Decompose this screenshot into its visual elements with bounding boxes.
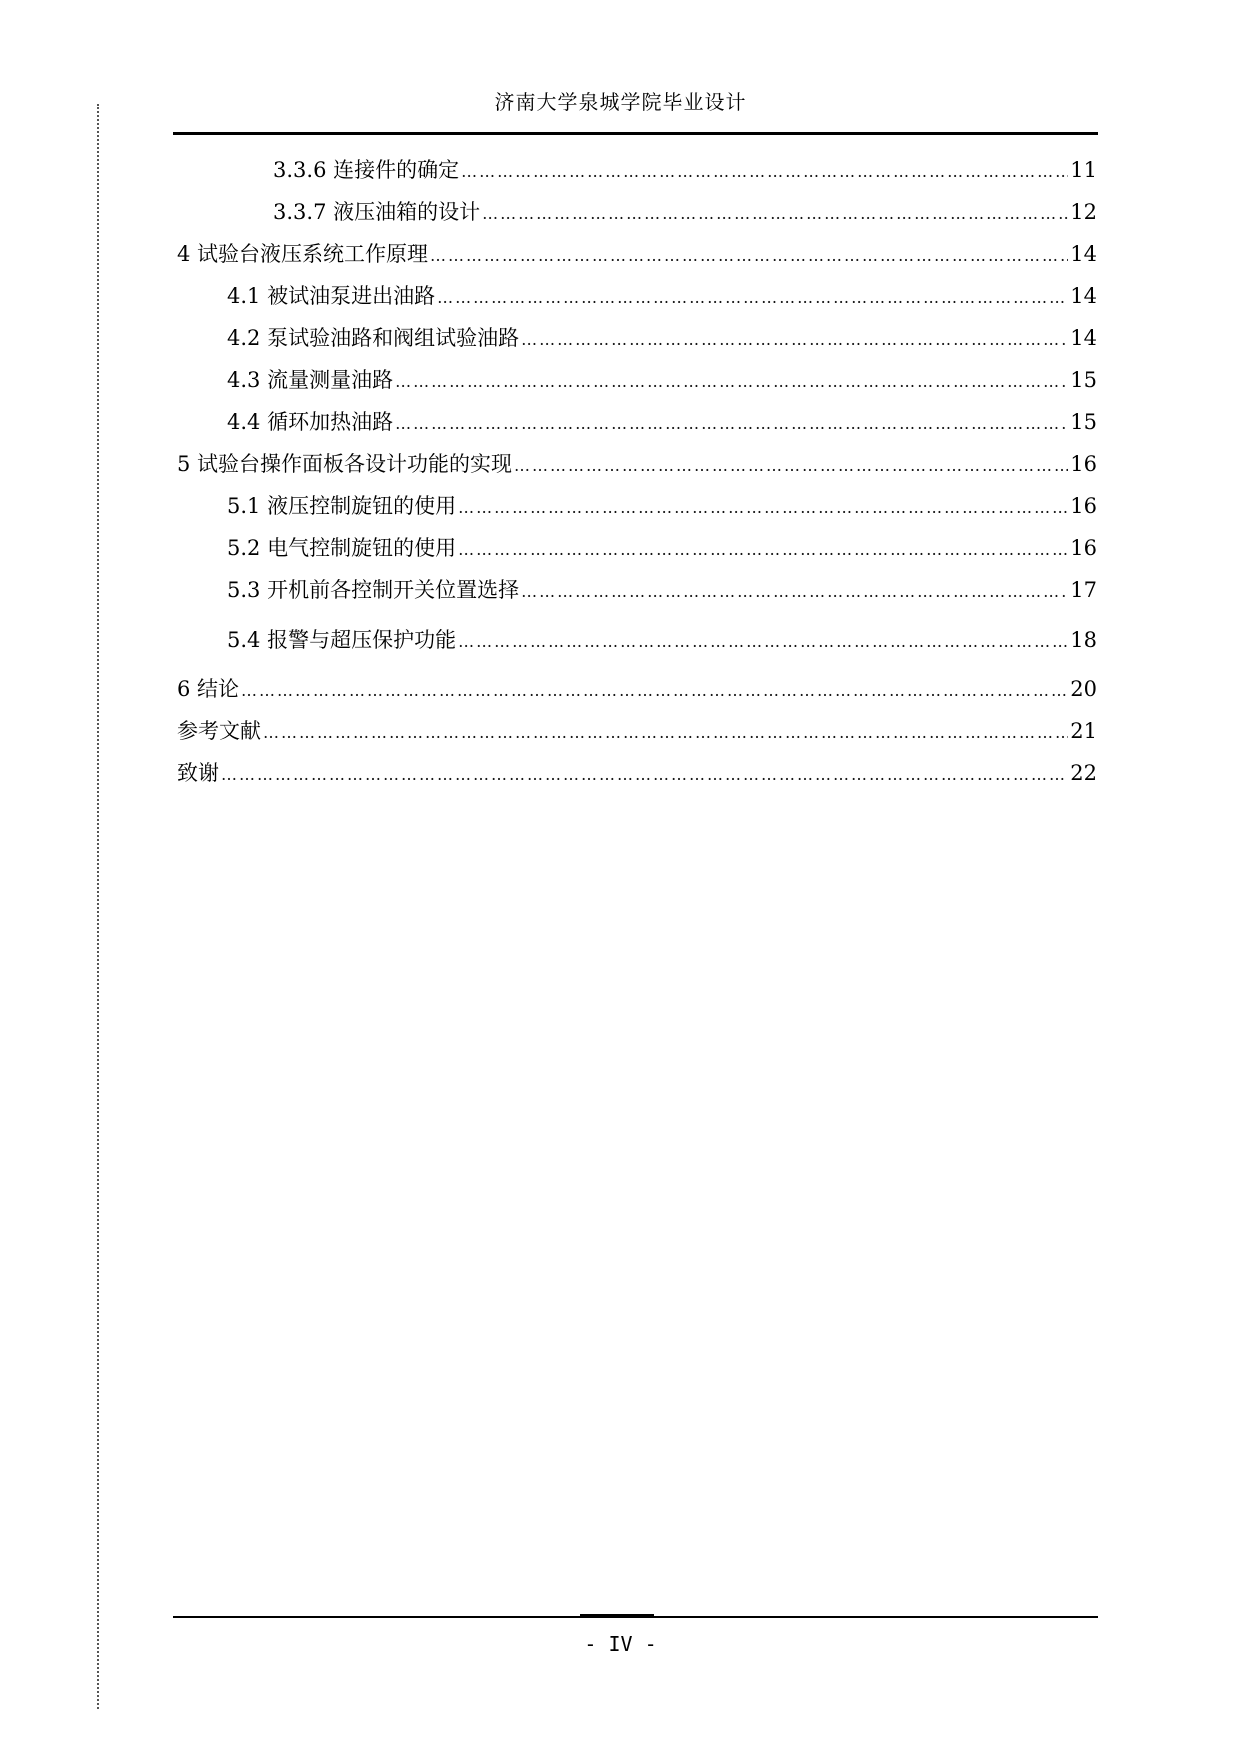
footer-rule xyxy=(173,1616,1098,1618)
page-number: - IV - xyxy=(584,1632,657,1656)
toc-entry xyxy=(177,757,1097,789)
toc-dot-leader xyxy=(514,450,1068,482)
toc-dot-leader xyxy=(458,492,1068,524)
toc-entry xyxy=(227,490,1097,522)
toc-entry xyxy=(273,196,1097,228)
binding-margin-line xyxy=(97,104,99,1709)
toc-dot-leader xyxy=(482,198,1068,230)
toc-dot-leader xyxy=(221,759,1068,791)
toc-entry-page: 15 xyxy=(1070,410,1097,434)
toc-entry xyxy=(227,364,1097,396)
toc-entry-label: 3.3.7 液压油箱的设计 xyxy=(273,200,481,224)
toc-entry-page: 16 xyxy=(1070,536,1097,560)
toc-entry xyxy=(227,280,1097,312)
toc-dot-leader xyxy=(521,576,1068,608)
toc-entry-label: 5 试验台操作面板各设计功能的实现 xyxy=(177,452,513,476)
toc-dot-leader xyxy=(437,282,1068,314)
toc-entry-page: 20 xyxy=(1070,677,1097,701)
toc-dot-leader xyxy=(458,626,1068,658)
toc-entry xyxy=(177,238,1097,270)
toc-entry xyxy=(227,322,1097,354)
toc-dot-leader xyxy=(263,717,1068,749)
toc-entry-label: 4.1 被试油泵进出油路 xyxy=(227,284,436,308)
toc-entry-page: 16 xyxy=(1070,494,1097,518)
page-header-title: 济南大学泉城学院毕业设计 xyxy=(494,90,747,114)
toc-entry-page: 22 xyxy=(1070,761,1097,785)
toc-entry-label: 4.3 流量测量油路 xyxy=(227,368,394,392)
toc-entry xyxy=(227,532,1097,564)
toc-entry-page: 15 xyxy=(1070,368,1097,392)
toc-entry-label: 5.1 液压控制旋钮的使用 xyxy=(227,494,457,518)
toc-entry-page: 21 xyxy=(1070,719,1097,743)
toc-entry-page: 12 xyxy=(1070,200,1097,224)
toc-dot-leader xyxy=(461,156,1068,188)
toc-dot-leader xyxy=(395,408,1068,440)
toc-entry-label: 参考文献 xyxy=(177,719,261,743)
toc-entry-page: 14 xyxy=(1070,242,1097,266)
toc-dot-leader xyxy=(521,324,1068,356)
toc-entry-label: 4 试验台液压系统工作原理 xyxy=(177,242,429,266)
toc-entry xyxy=(227,406,1097,438)
toc-entry-page: 16 xyxy=(1070,452,1097,476)
toc-entry-page: 14 xyxy=(1070,284,1097,308)
toc-entry-page: 17 xyxy=(1070,578,1097,602)
toc-entry xyxy=(273,154,1097,186)
toc-entry-label: 致谢 xyxy=(177,761,219,785)
toc-entry-label: 5.2 电气控制旋钮的使用 xyxy=(227,536,457,560)
toc-dot-leader xyxy=(395,366,1068,398)
toc-dot-leader xyxy=(430,240,1068,272)
toc-entry-page: 11 xyxy=(1070,158,1097,182)
toc-entry xyxy=(177,673,1097,705)
header-rule xyxy=(173,132,1098,135)
toc-entry-label: 5.3 开机前各控制开关位置选择 xyxy=(227,578,520,602)
toc-entry xyxy=(227,574,1097,606)
toc-entry-label: 3.3.6 连接件的确定 xyxy=(273,158,460,182)
toc-entry-page: 14 xyxy=(1070,326,1097,350)
toc-entry-label: 6 结论 xyxy=(177,677,240,701)
toc-entry-label: 5.4 报警与超压保护功能 xyxy=(227,628,457,652)
toc-entry xyxy=(227,624,1097,656)
toc-entry-label: 4.4 循环加热油路 xyxy=(227,410,394,434)
toc-entry xyxy=(177,448,1097,480)
toc-dot-leader xyxy=(241,675,1068,707)
toc-entry-label: 4.2 泵试验油路和阀组试验油路 xyxy=(227,326,520,350)
toc-dot-leader xyxy=(458,534,1068,566)
toc-entry xyxy=(177,715,1097,747)
toc-entry-page: 18 xyxy=(1070,628,1097,652)
